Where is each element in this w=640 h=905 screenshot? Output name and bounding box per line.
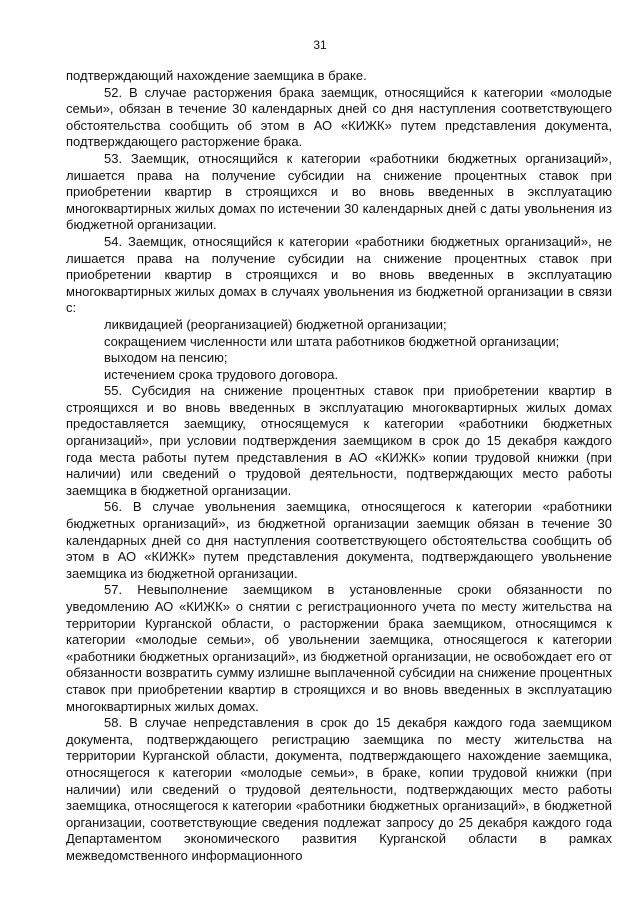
page-number: 31: [313, 38, 327, 52]
paragraph-55: 55. Субсидия на снижение процентных ставок при приобретении квартир в строящихся и во вновь введенных в эксплуатацию многоквартирных жилых домах предоставляется заемщику, относящемуся к категории «работники бюджетных организаций», при условии подтверждения заемщиком в срок до 15 декабря каждого года места работы путем представления в АО «КИЖК» копии трудовой книжки (при наличии) или сведений о трудовой деятельности, подтверждающих место работы заемщика в бюджетной организации.: [66, 383, 612, 498]
list-item: ликвидацией (реорганизацией) бюджетной организации;: [104, 316, 447, 332]
body-text: [66, 68, 612, 865]
paragraph-57: 57. Невыполнение заемщиком в установленные сроки обязанности по уведомлению АО «КИЖК» о снятии с регистрационного учета по месту жительства на территории Курганской области, о расторжении брака заемщиком, относящимся к категории «молодые семьи», об увольнении заемщика, относящегося к категории «работники бюджетных организаций», из бюджетной организации, не освобождает его от обязанности возвратить сумму излишне выплаченной субсидии на снижение процентных ставок при приобретении квартир в строящихся и во вновь введенных в эксплуатацию многоквартирных жилых домах.: [66, 582, 612, 714]
paragraph-53: 53. Заемщик, относящийся к категории «работники бюджетных организаций», лишается права на получение субсидии на снижение процентных ставок при приобретении квартир в строящихся и во вновь введенных в эксплуатацию многоквартирных жилых домах по истечении 30 календарных дней с даты увольнения из бюджетной организации.: [66, 150, 612, 233]
paragraph-58: 58. В случае непредставления в срок до 15 декабря каждого года заемщиком документа, подтверждающего регистрацию заемщика по месту жительства на территории Курганской области, документа, подтверждающего нахождение заемщика, относящегося к категории «молодые семьи», в браке, копии трудовой книжки (при наличии) или сведений о трудовой деятельности, подтверждающих место работы заемщика, относящегося к категории «работники бюджетных организаций», в бюджетной организации, соответствующие сведения подлежат запросу до 25 декабря каждого года Департаментом экономического развития Курганской области в рамках межведомственного информационного: [66, 715, 612, 863]
paragraph-52: 52. В случае расторжения брака заемщик, относящийся к категории «молодые семьи», обязан в течение 30 календарных дней со дня наступления соответствующего обстоятельства сообщить об этом в АО «КИЖК» путем представления документа, подтверждающего расторжение брака.: [66, 84, 612, 150]
paragraph-continuation: подтверждающий нахождение заемщика в браке.: [66, 68, 367, 83]
paragraph-56: 56. В случае увольнения заемщика, относящегося к категории «работники бюджетных организаций», из бюджетной организации заемщик обязан в течение 30 календарных дней со дня наступления соответствующего обстоятельства сообщить об этом в АО «КИЖК» путем представления документа, подтверждающего увольнение заемщика из бюджетной организации.: [66, 499, 612, 581]
list-item: выходом на пенсию;: [104, 350, 228, 366]
list-item: сокращением численности или штата работников бюджетной организации;: [104, 333, 560, 349]
list-item: истечением срока трудового договора.: [104, 366, 339, 382]
paragraph-54: 54. Заемщик, относящийся к категории «работники бюджетных организаций», не лишается права на получение субсидии на снижение процентных ставок при приобретении квартир в строящихся и во вновь введенных в эксплуатацию многоквартирных жилых домах в случаях увольнения из бюджетной организации в связи с:: [66, 233, 612, 316]
